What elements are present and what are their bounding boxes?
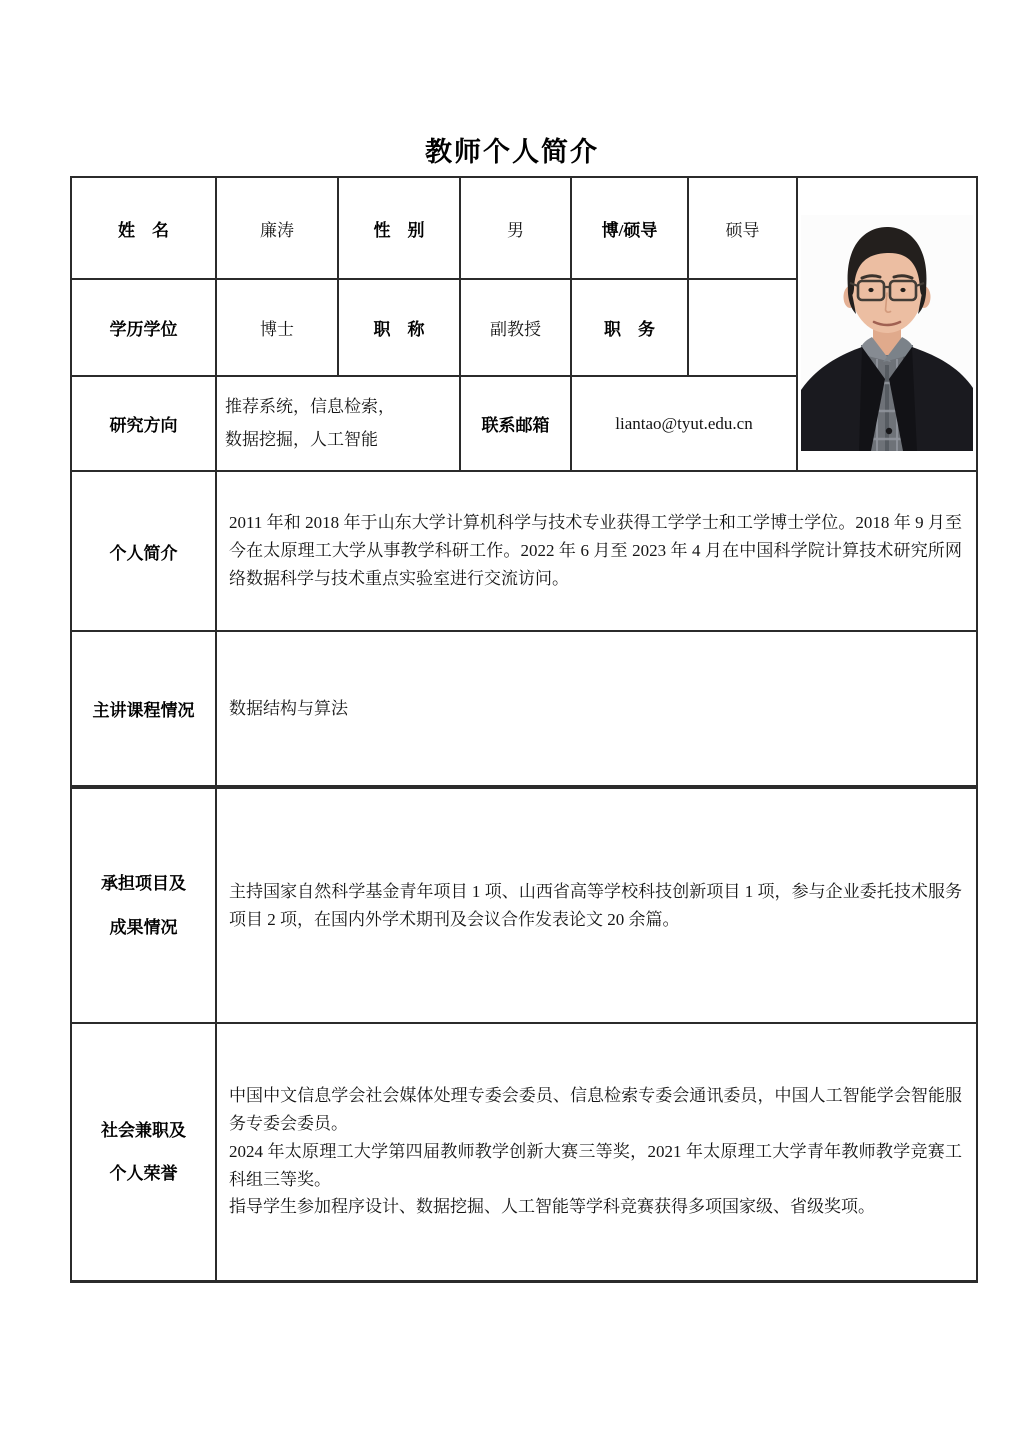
duty-value-cell [688, 279, 797, 376]
row-basic-1 [71, 177, 977, 279]
row-courses [71, 631, 977, 787]
rank-value-cell: 副教授 [460, 279, 571, 376]
intro-text: 2011 年和 2018 年于山东大学计算机科学与技术专业获得工学学士和工学博士学位。2018 年 9 月至今在太原理工大学从事教学科研工作。2022 年 6 月至 2023 年 4 月在中国科学院计算技术研究所网络数据科学与技术重点实验室进行交流访问。 [229, 513, 962, 588]
courses-label-cell: 主讲课程情况 [71, 631, 216, 787]
honors-content-cell [216, 1023, 977, 1281]
row-honors [71, 1023, 977, 1281]
courses-content-cell [216, 631, 977, 787]
teacher-profile-table [70, 176, 978, 1283]
duty-label-cell: 职 务 [571, 279, 688, 376]
email-value-cell: liantao@tyut.edu.cn [571, 376, 797, 471]
honors-text-1: 中国中文信息学会社会媒体处理专委会委员、信息检索专委会通讯委员，中国人工智能学会智能服务专委会委员。 [229, 1086, 962, 1134]
honors-label-line2: 个人荣誉 [109, 1163, 178, 1183]
intro-content-cell [216, 471, 977, 631]
rank-label-cell: 职 称 [338, 279, 460, 376]
research-label-cell: 研究方向 [71, 376, 216, 471]
shirt-button [886, 428, 892, 434]
research-value-cell [216, 376, 460, 471]
honors-text-3: 指导学生参加程序设计、数据挖掘、人工智能等学科竞赛获得多项国家级、省级奖项。 [229, 1197, 875, 1217]
mentor-value-cell: 硕导 [688, 177, 797, 279]
projects-label [72, 873, 215, 938]
honors-label-cell [71, 1023, 216, 1281]
honors-text-2: 2024 年太原理工大学第四届教师教学创新大赛三等奖，2021 年太原理工大学青年教师教学竞赛工科组三等奖。 [229, 1141, 962, 1189]
projects-text: 主持国家自然科学基金青年项目 1 项、山西省高等学校科技创新项目 1 项，参与企业委托技术服务项目 2 项，在国内外学术期刊及会议合作发表论文 20 余篇。 [229, 881, 962, 929]
degree-value-cell: 博士 [216, 279, 338, 376]
projects-label-line1: 承担项目及 [101, 874, 186, 894]
email-label-cell: 联系邮箱 [460, 376, 571, 471]
portrait-eye-left [868, 288, 873, 292]
row-projects [71, 787, 977, 1023]
gender-value-cell: 男 [460, 177, 571, 279]
degree-label-cell: 学历学位 [71, 279, 216, 376]
projects-label-line2: 成果情况 [109, 917, 178, 937]
intro-label-cell: 个人简介 [71, 471, 216, 631]
row-intro [71, 471, 977, 631]
mentor-label-cell: 博/硕导 [571, 177, 688, 279]
honors-label [72, 1120, 215, 1185]
gender-label-cell: 性 别 [338, 177, 460, 279]
teacher-photo [801, 215, 973, 451]
name-value-cell: 廉涛 [216, 177, 338, 279]
photo-cell [797, 177, 977, 471]
projects-content-cell [216, 787, 977, 1023]
page-title: 教师个人简介 [425, 137, 599, 167]
portrait-illustration [801, 215, 973, 451]
research-value-text: 推荐系统，信息检索，数据挖掘，人工智能 [225, 397, 395, 449]
courses-text: 数据结构与算法 [229, 698, 348, 718]
name-label-cell: 姓 名 [71, 177, 216, 279]
projects-label-cell [71, 787, 216, 1023]
portrait-eye-right [900, 288, 905, 292]
honors-label-line1: 社会兼职及 [101, 1120, 186, 1140]
